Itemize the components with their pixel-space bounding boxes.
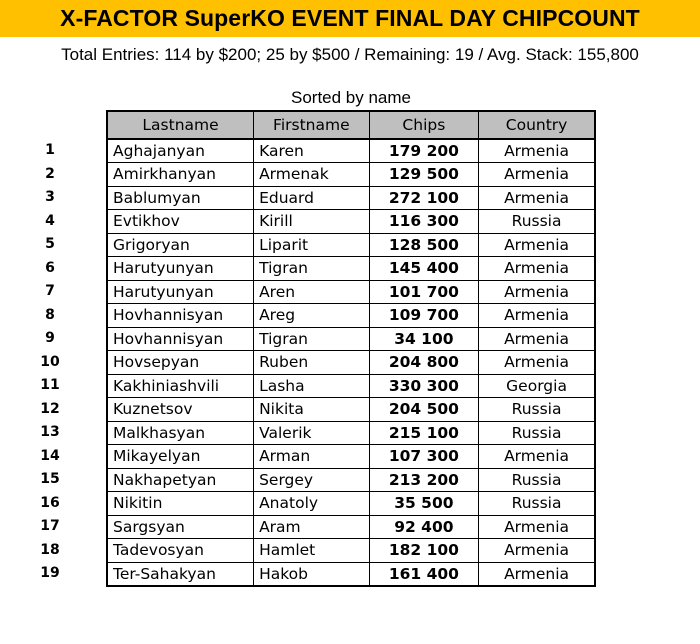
country-cell: Armenia [479,539,595,563]
chips-cell: 213 200 [369,468,479,492]
firstname-cell: Tigran [254,327,370,351]
country-cell: Armenia [479,139,595,163]
chipcount-table [106,110,596,587]
firstname-cell: Liparit [254,233,370,257]
rank-number: 4 [45,212,55,229]
column-header-lastname: Lastname [107,111,254,139]
lastname-cell: Kuznetsov [107,398,254,422]
table-row [107,421,595,445]
rank-number: 16 [40,494,60,511]
firstname-cell: Hamlet [254,539,370,563]
rank-number: 12 [40,400,60,417]
table-row [107,515,595,539]
country-cell: Russia [479,421,595,445]
country-cell: Russia [479,492,595,516]
table-row [107,233,595,257]
sort-caption: Sorted by name [290,88,411,107]
firstname-cell: Armenak [254,163,370,187]
table-row [107,280,595,304]
page-title: X-FACTOR SuperKO EVENT FINAL DAY CHIPCOUNT [60,5,640,31]
country-cell: Armenia [479,327,595,351]
lastname-cell: Hovsepyan [107,351,254,375]
country-cell: Russia [479,210,595,234]
country-cell: Armenia [479,163,595,187]
chips-cell: 215 100 [369,421,479,445]
firstname-cell: Nikita [254,398,370,422]
lastname-cell: Kakhiniashvili [107,374,254,398]
lastname-cell: Ter-Sahakyan [107,562,254,586]
country-cell: Armenia [479,304,595,328]
lastname-cell: Bablumyan [107,186,254,210]
chips-cell: 145 400 [369,257,479,281]
lastname-cell: Harutyunyan [107,257,254,281]
rank-number: 14 [40,447,60,464]
rank-number: 9 [45,330,55,346]
table-row [107,492,595,516]
table-row [107,562,595,586]
rank-number: 1 [45,142,55,158]
chips-cell: 35 500 [369,492,479,516]
firstname-cell: Valerik [254,421,370,445]
column-header-firstname: Firstname [254,111,370,139]
chips-cell: 129 500 [369,163,479,187]
table-row [107,445,595,469]
table-row [107,257,595,281]
rank-number: 11 [40,377,60,393]
rank-number: 18 [40,541,60,558]
title-banner [0,0,700,37]
chips-cell: 101 700 [369,280,479,304]
rank-number: 5 [45,236,55,252]
chips-cell: 330 300 [369,374,479,398]
firstname-cell: Aren [254,280,370,304]
rank-number: 15 [40,471,60,487]
lastname-cell: Evtikhov [107,210,254,234]
country-cell: Armenia [479,186,595,210]
country-cell: Armenia [479,351,595,375]
rank-number: 19 [40,565,60,581]
rank-number: 3 [45,189,55,205]
table-row [107,327,595,351]
lastname-cell: Aghajanyan [107,139,254,163]
rank-number: 10 [40,353,60,370]
country-cell: Armenia [479,445,595,469]
country-cell: Russia [479,468,595,492]
firstname-cell: Karen [254,139,370,163]
chips-cell: 92 400 [369,515,479,539]
table-row [107,139,595,163]
chips-cell: 204 500 [369,398,479,422]
table-row [107,210,595,234]
table-row [107,304,595,328]
lastname-cell: Hovhannisyan [107,304,254,328]
firstname-cell: Arman [254,445,370,469]
country-cell: Armenia [479,280,595,304]
event-summary: Total Entries: 114 by $200; 25 by $500 / Remaining: 19 / Avg. Stack: 155,800 [61,45,639,64]
firstname-cell: Ruben [254,351,370,375]
chips-cell: 161 400 [369,562,479,586]
table-header-row [107,111,595,139]
rank-number: 13 [40,424,60,440]
table-row [107,186,595,210]
rank-number: 2 [45,165,55,182]
chips-cell: 34 100 [369,327,479,351]
firstname-cell: Areg [254,304,370,328]
country-cell: Armenia [479,515,595,539]
chips-cell: 182 100 [369,539,479,563]
table-row [107,351,595,375]
chips-cell: 179 200 [369,139,479,163]
table-row [107,374,595,398]
country-cell: Armenia [479,233,595,257]
country-cell: Armenia [479,257,595,281]
lastname-cell: Sargsyan [107,515,254,539]
chips-cell: 272 100 [369,186,479,210]
table-row [107,398,595,422]
chips-cell: 107 300 [369,445,479,469]
chips-cell: 109 700 [369,304,479,328]
rank-number: 6 [45,259,55,276]
lastname-cell: Nakhapetyan [107,468,254,492]
table-row [107,163,595,187]
table-row [107,539,595,563]
firstname-cell: Aram [254,515,370,539]
chips-cell: 116 300 [369,210,479,234]
country-cell: Armenia [479,562,595,586]
rank-number: 8 [45,306,55,323]
firstname-cell: Anatoly [254,492,370,516]
lastname-cell: Tadevosyan [107,539,254,563]
lastname-cell: Grigoryan [107,233,254,257]
column-header-chips: Chips [369,111,479,139]
firstname-cell: Lasha [254,374,370,398]
rank-number: 17 [40,518,60,534]
table-row [107,468,595,492]
country-cell: Russia [479,398,595,422]
rank-number: 7 [45,283,55,299]
lastname-cell: Mikayelyan [107,445,254,469]
chips-cell: 128 500 [369,233,479,257]
lastname-cell: Hovhannisyan [107,327,254,351]
lastname-cell: Nikitin [107,492,254,516]
firstname-cell: Hakob [254,562,370,586]
firstname-cell: Tigran [254,257,370,281]
lastname-cell: Harutyunyan [107,280,254,304]
lastname-cell: Malkhasyan [107,421,254,445]
firstname-cell: Kirill [254,210,370,234]
chips-cell: 204 800 [369,351,479,375]
lastname-cell: Amirkhanyan [107,163,254,187]
country-cell: Georgia [479,374,595,398]
firstname-cell: Eduard [254,186,370,210]
column-header-country: Country [479,111,595,139]
firstname-cell: Sergey [254,468,370,492]
